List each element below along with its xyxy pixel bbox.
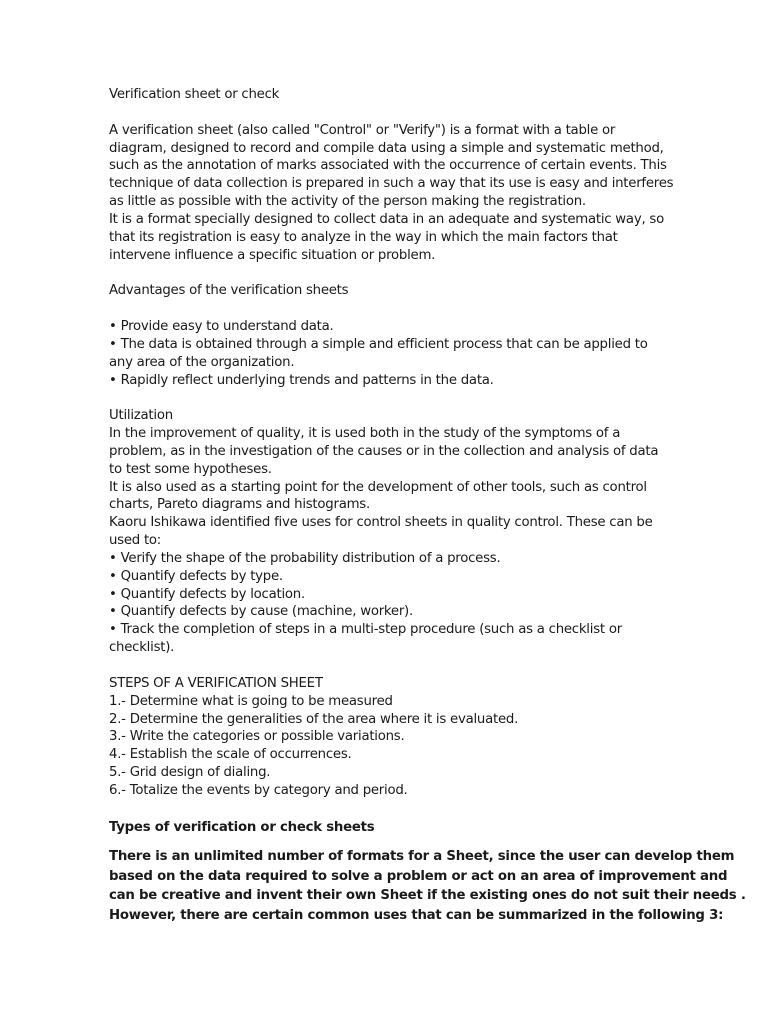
list-item: • Verify the shape of the probability distribution of a process.: [109, 550, 501, 566]
text-line: intervene influence a specific situation or problem.: [109, 247, 436, 263]
utilization-heading: Utilization: [109, 408, 173, 424]
list-item: checklist).: [109, 640, 175, 656]
list-item: any area of the organization.: [109, 354, 295, 370]
spacer: [109, 264, 669, 282]
text-line: A verification sheet (also called "Control" or "Verify") is a format with a table or: [109, 122, 616, 138]
spacer: [109, 837, 669, 847]
list-item: • Quantify defects by location.: [109, 586, 305, 602]
intro-paragraph: [109, 122, 674, 265]
spacer: [109, 300, 669, 318]
spacer: [109, 800, 669, 818]
text-line: used to:: [109, 533, 162, 549]
types-section: [109, 818, 746, 926]
text-line: that its registration is easy to analyze in the way in which the main factors that: [109, 229, 618, 245]
spacer: [109, 104, 669, 122]
text-line: can be creative and invent their own Sheet if the existing ones do not suit their needs .: [109, 888, 746, 904]
text-line: diagram, designed to record and compile data using a simple and systematic method,: [109, 140, 664, 156]
text-line: as little as possible with the activity of the person making the registration.: [109, 194, 586, 210]
text-line: technique of data collection is prepared in such a way that its use is easy and interferes: [109, 176, 674, 192]
list-item: 2.- Determine the generalities of the area where it is evaluated.: [109, 711, 519, 727]
types-heading: Types of verification or check sheets: [109, 819, 375, 835]
text-line: However, there are certain common uses that can be summarized in the following 3:: [109, 907, 724, 923]
text-line: In the improvement of quality, it is used both in the study of the symptoms of a: [109, 426, 621, 442]
utilization-paragraph: [109, 425, 669, 657]
list-item: • Quantify defects by type.: [109, 568, 283, 584]
list-item: • Track the completion of steps in a multi-step procedure (such as a checklist or: [109, 622, 622, 638]
document-title: Verification sheet or check: [109, 87, 280, 102]
list-item: 6.- Totalize the events by category and period.: [109, 782, 408, 798]
steps-list: [109, 693, 669, 800]
document-page: [109, 86, 746, 925]
list-item: • Provide easy to understand data.: [109, 318, 334, 334]
text-line: It is also used as a starting point for the development of other tools, such as control: [109, 479, 647, 495]
text-line: charts, Pareto diagrams and histograms.: [109, 497, 370, 513]
list-item: • Rapidly reflect underlying trends and patterns in the data.: [109, 372, 494, 388]
text-line: such as the annotation of marks associated with the occurrence of certain events. This: [109, 158, 667, 174]
list-item: 1.- Determine what is going to be measured: [109, 693, 393, 709]
text-line: There is an unlimited number of formats for a Sheet, since the user can develop them: [109, 849, 735, 865]
advantages-list: [109, 318, 669, 389]
spacer: [109, 657, 669, 675]
list-item: • The data is obtained through a simple and efficient process that can be applied to: [109, 336, 648, 352]
text-line: Kaoru Ishikawa identified five uses for control sheets in quality control. These can be: [109, 515, 653, 531]
text-line: It is a format specially designed to collect data in an adequate and systematic way, so: [109, 211, 664, 227]
list-item: • Quantify defects by cause (machine, worker).: [109, 604, 413, 620]
text-line: problem, as in the investigation of the causes or in the collection and analysis of data: [109, 443, 659, 459]
list-item: 5.- Grid design of dialing.: [109, 765, 271, 781]
spacer: [109, 389, 669, 407]
text-line: based on the data required to solve a problem or act on an area of improvement and: [109, 868, 728, 884]
text-line: to test some hypotheses.: [109, 461, 272, 477]
list-item: 3.- Write the categories or possible variations.: [109, 729, 405, 745]
steps-heading: STEPS OF A VERIFICATION SHEET: [109, 675, 323, 691]
list-item: 4.- Establish the scale of occurrences.: [109, 747, 352, 763]
advantages-heading: Advantages of the verification sheets: [109, 283, 349, 299]
